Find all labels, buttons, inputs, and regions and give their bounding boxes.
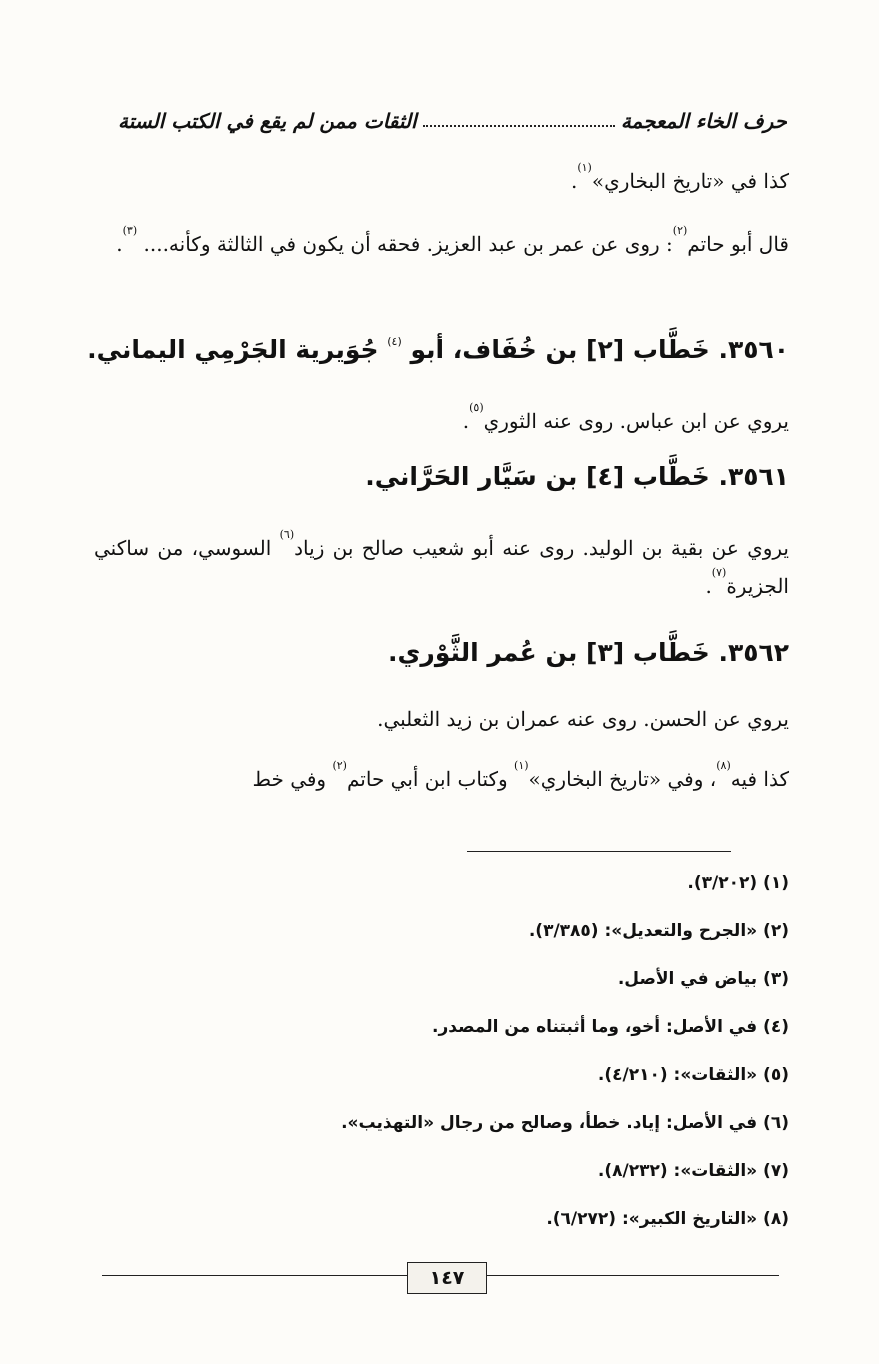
paragraph-continuation: كذا فيه$^{(٨)}$، وفي «تاريخ البخاري»$^{(١)}$ وكتاب ابن أبي حاتم$^{(٢)}$ وفي خط xyxy=(252,759,789,791)
footnote-7: (٧) «الثقات»: (٨/٢٣٢). xyxy=(597,1161,789,1181)
paragraph-bukhari-ref: كذا في «تاريخ البخاري»$^{(١)}$. xyxy=(570,161,789,193)
footnotes xyxy=(89,866,789,1250)
footnote-ref: (٢) xyxy=(672,224,688,237)
footnote-ref: (٨) xyxy=(716,759,731,772)
entry-heading-3562: ٣٥٦٢. خَطَّاب [٣] بن عُمر الثَّوْري. xyxy=(388,638,789,667)
footnote-ref: (٣) xyxy=(122,224,138,237)
paragraph-entry-3561: يروي عن بقية بن الوليد. روى عنه أبو شعيب صالح بن زياد$^{(٦)}$ السوسي، من ساكني الجزيرة$^{(٧)}$. xyxy=(94,528,789,598)
footnote-3: (٣) بياض في الأصل. xyxy=(617,969,789,989)
paragraph-entry-3560: يروي عن ابن عباس. روى عنه الثوري$^{(٥)}$. xyxy=(462,401,789,433)
entry-heading-3561: ٣٥٦١. خَطَّاب [٤] بن سَيَّار الحَرَّاني. xyxy=(365,462,789,491)
bottom-rule-right xyxy=(485,1275,779,1276)
paragraph-abu-hatim: قال أبو حاتم$^{(٢)}$: روى عن عمر بن عبد العزيز. فحقه أن يكون في الثالثة وكأنه.... $^{(٣)}$. xyxy=(116,224,789,256)
footnote-ref: (٢) xyxy=(332,759,347,772)
footnote-ref: (١) xyxy=(577,161,592,174)
footnote-6: (٦) في الأصل: إياد. خطأ، وصالح من رجال «التهذيب». xyxy=(341,1113,789,1133)
entry-number: ٣٥٦١. xyxy=(718,462,789,491)
paragraph-entry-3562: يروي عن الحسن. روى عنه عمران بن زيد الثعلبي. xyxy=(377,707,789,731)
footnote-5: (٥) «الثقات»: (٤/٢١٠). xyxy=(597,1065,789,1085)
footnote-8: (٨) «التاريخ الكبير»: (٦/٢٧٢). xyxy=(546,1209,789,1229)
entry-number: ٣٥٦٠. xyxy=(718,335,789,364)
footnote-ref: (٤) xyxy=(387,335,402,348)
footnote-ref: (٧) xyxy=(711,566,727,579)
entry-number: ٣٥٦٢. xyxy=(718,638,789,667)
header-dot-leader xyxy=(423,115,615,127)
header-book-title: الثقات ممن لم يقع في الكتب الستة xyxy=(118,109,417,133)
footnote-ref: (١) xyxy=(514,759,529,772)
entry-heading-3560: ٣٥٦٠. خَطَّاب [٢] بن خُفَاف، أبو $^{(٤)}$ جُوَيرية الجَرْمِي اليماني. xyxy=(87,335,789,364)
running-header xyxy=(118,104,787,138)
bottom-rule-left xyxy=(102,1275,407,1276)
footnote-ref: (٥) xyxy=(469,401,484,414)
page-number: ١٤٧ xyxy=(407,1262,487,1294)
footnote-1: (١) (٣/٢٠٢). xyxy=(687,873,789,893)
footnote-ref: (٦) xyxy=(279,528,295,541)
footnote-2: (٢) «الجرح والتعديل»: (٣/٣٨٥). xyxy=(528,921,789,941)
header-chapter-title: حرف الخاء المعجمة xyxy=(620,109,787,133)
footnote-separator xyxy=(467,851,731,852)
footnote-4: (٤) في الأصل: أخو، وما أثبتناه من المصدر. xyxy=(432,1017,789,1037)
